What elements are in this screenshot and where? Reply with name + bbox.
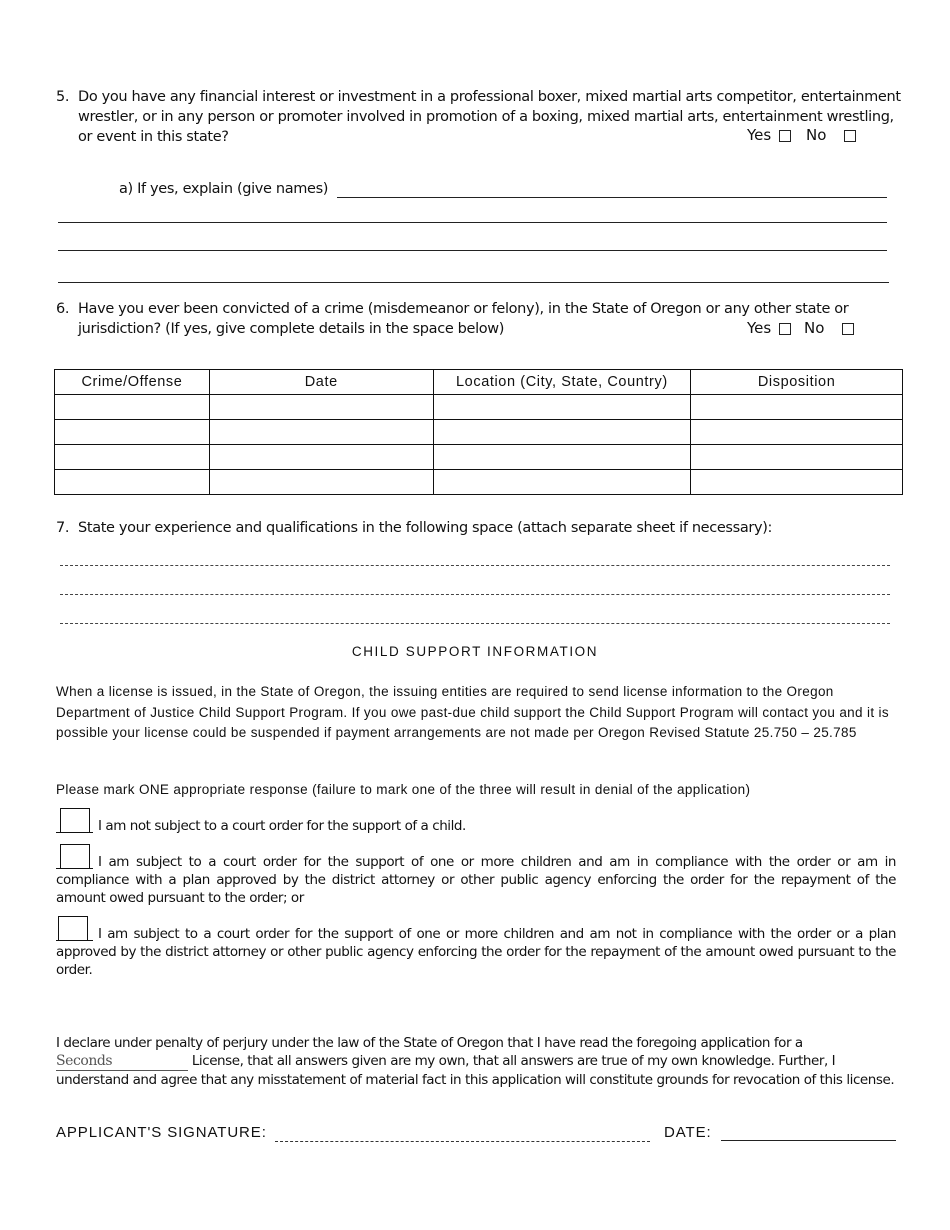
table-row (55, 420, 903, 445)
q5-line-2: wrestler, or in any person or promoter involved in promotion of a boxing, mixed martial arts, entertainment wrestling, (78, 109, 894, 125)
signature-label: APPLICANT'S SIGNATURE: (56, 1124, 267, 1141)
q6-number: 6. (56, 301, 70, 317)
q6-yes-label: Yes (747, 319, 772, 337)
option-1-text: I am not subject to a court order for the support of a child. (98, 818, 466, 834)
q5-explain-line-2[interactable] (58, 222, 887, 223)
crimes-table-header (55, 370, 903, 395)
header-date: Date (209, 370, 433, 395)
table-cell[interactable] (55, 470, 210, 495)
q5-explain-line-4[interactable] (58, 282, 889, 283)
table-cell[interactable] (209, 470, 433, 495)
q5-yes-label: Yes (747, 126, 772, 144)
q5-explain-field[interactable] (337, 197, 887, 198)
table-cell[interactable] (209, 395, 433, 420)
q6-line-2: jurisdiction? (If yes, give complete details in the space below) (78, 321, 505, 337)
table-cell[interactable] (55, 420, 210, 445)
q5-yes-no (747, 126, 856, 144)
crimes-table (54, 369, 903, 495)
q7-answer-line-3[interactable] (60, 623, 890, 624)
q6-yes-checkbox[interactable] (779, 323, 791, 335)
q7-number: 7. (56, 520, 70, 536)
table-cell[interactable] (55, 445, 210, 470)
table-cell[interactable] (691, 445, 903, 470)
table-cell[interactable] (433, 395, 691, 420)
header-crime-offense: Crime/Offense (55, 370, 210, 395)
declaration-line-1: I declare under penalty of perjury under the law of the State of Oregon that I have read the foregoing application for a (56, 1035, 803, 1051)
license-type-field[interactable]: Seconds (56, 1052, 188, 1071)
q5-explain-label: a) If yes, explain (give names) (119, 181, 329, 197)
q5-line-3: or event in this state? (78, 129, 229, 145)
table-cell[interactable] (691, 470, 903, 495)
header-disposition: Disposition (691, 370, 903, 395)
table-row (55, 470, 903, 495)
q6-no-checkbox[interactable] (842, 323, 854, 335)
child-support-instruction: Please mark ONE appropriate response (failure to mark one of the three will result in denial of the application) (56, 782, 751, 797)
q7-answer-line-1[interactable] (60, 565, 890, 566)
table-row (55, 445, 903, 470)
q5-no-label: No (806, 126, 827, 144)
q7-answer-line-2[interactable] (60, 594, 890, 595)
table-cell[interactable] (209, 420, 433, 445)
q5-yes-checkbox[interactable] (779, 130, 791, 142)
table-row (55, 395, 903, 420)
table-cell[interactable] (55, 395, 210, 420)
q5-explain-line-3[interactable] (58, 250, 887, 251)
date-label: DATE: (664, 1124, 712, 1141)
q5-no-checkbox[interactable] (844, 130, 856, 142)
header-location: Location (City, State, Country) (433, 370, 691, 395)
q5-number: 5. (56, 89, 70, 105)
option-2-text: I am subject to a court order for the support of one or more children and am in compliance with the order or am in compliance with a plan approved by the district attorney or other public agency enforcing the order for the repayment of the amount owed pursuant to the order; or (56, 854, 896, 906)
declaration-line-2: License, that all answers given are my own, that all answers are true of my own knowledge. Further, I understand and agree that any misstatement of material fact in this application will constitute grounds for revocation of this license. (56, 1053, 895, 1088)
child-support-title: CHILD SUPPORT INFORMATION (351, 644, 599, 659)
signature-field[interactable] (275, 1141, 650, 1142)
q6-line-1: Have you ever been convicted of a crime (misdemeanor or felony), in the State of Oregon or any other state or (78, 301, 849, 317)
q6-yes-no (747, 319, 854, 337)
option-3-text: I am subject to a court order for the support of one or more children and am not in compliance with the order or a plan approved by the district attorney or other public agency enforcing the order for the repayment of the amount owed pursuant to the order. (56, 926, 896, 978)
table-cell[interactable] (691, 395, 903, 420)
q7-text: State your experience and qualifications in the following space (attach separate sheet if necessary): (78, 520, 773, 536)
table-cell[interactable] (209, 445, 433, 470)
table-cell[interactable] (691, 420, 903, 445)
q6-no-label: No (804, 319, 825, 337)
table-cell[interactable] (433, 470, 691, 495)
table-cell[interactable] (433, 420, 691, 445)
child-support-paragraph: When a license is issued, in the State of Oregon, the issuing entities are required to send license information to the Oregon Department of Justice Child Support Program. If you owe past-due child support the Child Support Program will contact you and it is possible your license could be suspended if payment arrangements are not made per Oregon Revised Statute 25.750 – 25.785 (56, 684, 889, 740)
q5-line-1: Do you have any financial interest or investment in a professional boxer, mixed martial arts competitor, entertainment (78, 89, 901, 105)
declaration-body (56, 1052, 896, 1089)
date-field[interactable] (721, 1140, 896, 1141)
table-cell[interactable] (433, 445, 691, 470)
